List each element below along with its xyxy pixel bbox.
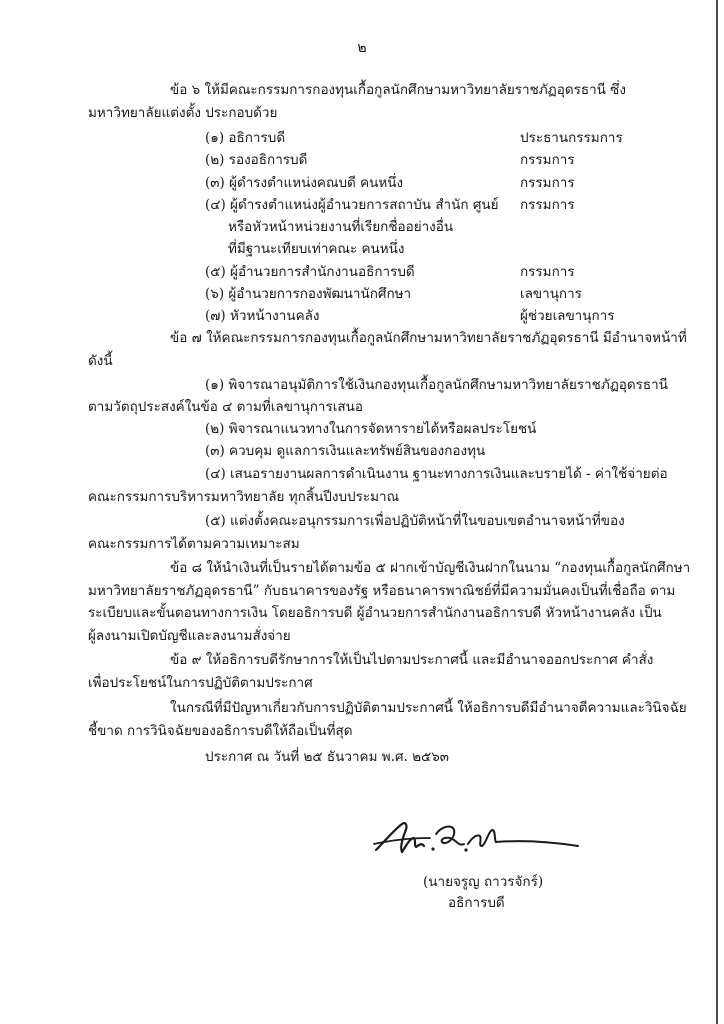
member-2-role: กรรมการ <box>520 152 575 168</box>
member-4-name: (๔) ผู้ดำรงตำแหน่งผู้อำนวยการสถาบัน สำนัก ศูนย์ <box>205 197 499 213</box>
clause8-line3: ระเบียบและขั้นตอนทางการเงิน โดยอธิการบดี ผู้อำนวยการสำนักงานอธิการบดี หัวหน้างานคลัง เป็น <box>88 605 662 621</box>
closing-line1: ในกรณีที่มีปัญหาเกี่ยวกับการปฏิบัติตามประกาศนี้ ให้อธิการบดีมีอำนาจตีความและวินิจฉัย <box>170 700 687 716</box>
duty-1-line2: ตามวัตถุประสงค์ในข้อ ๔ ตามที่เลขานุการเสนอ <box>88 399 363 415</box>
member-7-role: ผู้ช่วยเลขานุการ <box>520 308 615 324</box>
clause6-line2: มหาวิทยาลัยแต่งตั้ง ประกอบด้วย <box>88 105 278 121</box>
clause6-line1: ข้อ ๖ ให้มีคณะกรรมการกองทุนเกื้อกูลนักศึกษามหาวิทยาลัยราชภัฏอุดรธานี ซึ่ง <box>170 82 626 98</box>
signature-image <box>372 816 582 862</box>
clause9-line2: เพื่อประโยชน์ในการปฏิบัติตามประกาศ <box>88 675 313 691</box>
clause7-line2: ดังนี้ <box>88 353 113 369</box>
page-number: ๒ <box>357 40 367 56</box>
clause8-line1: ข้อ ๘ ให้นำเงินที่เป็นรายได้ตามข้อ ๕ ฝากเข้าบัญชีเงินฝากในนาม “กองทุนเกื้อกูลนักศึกษา <box>170 560 691 576</box>
duty-5-line2: คณะกรรมการได้ตามความเหมาะสม <box>88 536 300 552</box>
duty-2: (๒) พิจารณาแนวทางในการจัดหารายได้หรือผลประโยชน์ <box>205 421 537 437</box>
member-3-name: (๓) ผู้ดำรงตำแหน่งคณบดี คนหนึ่ง <box>205 175 404 191</box>
duty-5-line1: (๕) แต่งตั้งคณะอนุกรรมการเพื่อปฏิบัติหน้าที่ในขอบเขตอำนาจหน้าที่ของ <box>205 513 625 529</box>
clause7-line1: ข้อ ๗ ให้คณะกรรมการกองทุนเกื้อกูลนักศึกษามหาวิทยาลัยราชภัฏอุดรธานี มีอำนาจหน้าที่ <box>170 330 687 346</box>
clause9-line1: ข้อ ๙ ให้อธิการบดีรักษาการให้เป็นไปตามประกาศนี้ และมีอำนาจออกประกาศ คำสั่ง <box>170 652 654 668</box>
member-2-name: (๒) รองอธิการบดี <box>205 152 308 168</box>
signer-title: อธิการบดี <box>448 895 505 911</box>
member-4-cont1: หรือหัวหน้าหน่วยงานที่เรียกชื่ออย่างอื่น <box>228 219 454 235</box>
clause8-line4: ผู้ลงนามเปิดบัญชีและลงนามสั่งจ่าย <box>88 628 291 644</box>
member-4-role: กรรมการ <box>520 197 575 213</box>
scan-edge-line <box>716 0 718 1024</box>
member-3-role: กรรมการ <box>520 175 575 191</box>
signer-name: (นายจรูญ ถาวรจักร์) <box>423 874 544 890</box>
member-6-name: (๖) ผู้อำนวยการกองพัฒนานักศึกษา <box>205 286 412 302</box>
member-1-role: ประธานกรรมการ <box>520 130 623 146</box>
member-1-name: (๑) อธิการบดี <box>205 130 286 146</box>
member-5-name: (๕) ผู้อำนวยการสำนักงานอธิการบดี <box>205 264 415 280</box>
duty-3: (๓) ควบคุม ดูแลการเงินและทรัพย์สินของกองทุน <box>205 443 486 459</box>
duty-1-line1: (๑) พิจารณาอนุมัติการใช้เงินกองทุนเกื้อกูลนักศึกษามหาวิทยาลัยราชภัฏอุดรธานี <box>205 377 668 393</box>
member-4-cont2: ที่มีฐานะเทียบเท่าคณะ คนหนึ่ง <box>228 241 405 257</box>
duty-4-line2: คณะกรรมการบริหารมหาวิทยาลัย ทุกสิ้นปีงบประมาณ <box>88 489 400 505</box>
member-5-role: กรรมการ <box>520 264 575 280</box>
member-7-name: (๗) หัวหน้างานคลัง <box>205 308 320 324</box>
closing-line2: ชี้ขาด การวินิจฉัยของอธิการบดีให้ถือเป็นที่สุด <box>88 723 353 739</box>
member-6-role: เลขานุการ <box>520 286 582 302</box>
clause8-line2: มหาวิทยาลัยราชภัฏอุดรธานี” กับธนาคารของรัฐ หรือธนาคารพาณิชย์ที่มีความมั่นคงเป็นที่เชื่อถือ ตาม <box>88 583 676 599</box>
duty-4-line1: (๔) เสนอรายงานผลการดำเนินงาน ฐานะทางการเงินและบรายได้ - ค่าใช้จ่ายต่อ <box>205 466 668 482</box>
announcement-date: ประกาศ ณ วันที่ ๒๕ ธันวาคม พ.ศ. ๒๕๖๓ <box>205 749 450 765</box>
